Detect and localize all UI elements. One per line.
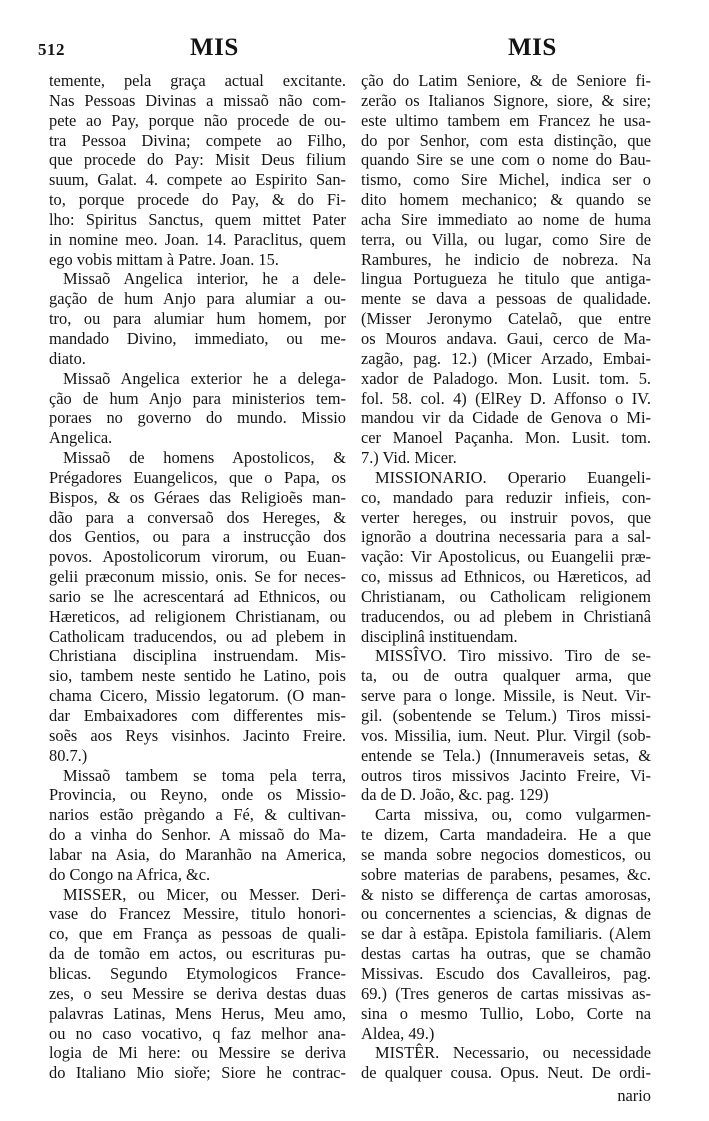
text-line: te dizem, Carta mandadeira. He a que	[361, 825, 651, 845]
text-line: soẽs aos Reys visinhos. Jacinto Freire.	[49, 725, 346, 745]
text-line: Missaõ Angelica interior, he a dele-	[63, 269, 346, 289]
text-line: blicas. Segundo Etymologicos France-	[49, 963, 346, 983]
text-line: do a vinha do Senhor. A missaõ do Ma-	[49, 825, 346, 845]
text-line: ção de hum Anjo para ministerios tem-	[49, 388, 346, 408]
text-line: ou no caso vocativo, q faz melhor ana-	[49, 1023, 346, 1043]
text-line: zagão, pag. 12.) (Micer Arzado, Embai-	[361, 348, 651, 368]
text-line: co, mandado para reduzir infieis, con-	[361, 487, 651, 507]
text-line: Rambures, he indicio de nobreza. Na	[361, 249, 651, 269]
text-line: gil. (sobentende se Telum.) Tiros missi-	[361, 706, 651, 725]
text-line: logia de Mi here: ou Messire se deriva	[49, 1043, 346, 1063]
text-line: labar na Asia, do Maranhão na America,	[49, 844, 346, 864]
text-line: terra, ou Villa, ou lugar, como Sire de	[361, 229, 651, 249]
page-number: 512	[38, 40, 65, 59]
text-line: sio, tambem neste sentido he Latino, pois	[49, 666, 346, 686]
text-line: & nisto se differença de cartas amorosas,	[361, 884, 651, 904]
text-line: Provincia, ou Reyno, onde os Missio-	[49, 785, 346, 805]
text-line: sobre materias de parabens, pesames, &c.	[361, 864, 651, 884]
text-line: se manda sobre negocios domesticos, ou	[361, 844, 651, 864]
text-line: co, missus ad Ethnicos, ou Hæreticos, ad	[361, 567, 651, 587]
text-line: de qualquer cousa. Opus. Neut. De ordi-	[361, 1063, 651, 1083]
text-line: MISTÊR. Necessario, ou necessidade	[375, 1043, 651, 1063]
text-line: Christianam, ou Catholicam religionem	[361, 586, 651, 606]
text-line: Bispos, & os Géraes das Religioẽs man-	[49, 487, 346, 507]
text-line: (Misser Jeronymo Catelaõ, que entre	[361, 309, 651, 329]
text-line: Carta missiva, ou, como vulgarmen-	[375, 805, 651, 825]
text-line: gelii præconum missio, onis. Se for neces-	[49, 567, 346, 587]
text-line: vase do Francez Messire, titulo honori-	[49, 904, 346, 924]
text-line: zerão os Italianos Signore, siore, & sire;	[361, 90, 651, 110]
text-line: gação de hum Anjo para alumiar a ou-	[49, 289, 346, 309]
text-line: ção do Latim Seniore, & de Seniore fi-	[361, 71, 651, 90]
text-line: lho: Spiritus Sanctus, quem mittet Pater	[49, 209, 346, 229]
text-line: cer Manoel Paçanha. Mon. Lusit. tom.	[361, 428, 651, 448]
text-line: palavras Latinas, Mens Herus, Meu amo,	[49, 1003, 346, 1023]
text-line: dos Gentios, ou para a instrucção dos	[49, 527, 346, 547]
text-line: disciplinâ instituendam.	[361, 626, 518, 646]
text-line: Aldea, 49.)	[361, 1023, 435, 1043]
text-line: zes, o seu Messire se deriva destas duas	[49, 983, 346, 1003]
text-line: chama Cicero, Missio legatorum. (O man-	[49, 686, 346, 706]
text-line: MISSÎVO. Tiro missivo. Tiro de se-	[375, 646, 651, 666]
text-line: MISSIONARIO. Operario Euangeli-	[375, 467, 651, 487]
text-line: vação: Vir Apostolicus, ou Euangelii præ-	[361, 547, 651, 567]
text-line: pete ao Pay, porque não procede de ou-	[49, 110, 346, 130]
text-line: entende se Tela.) (Innumeraveis setas, &	[361, 745, 651, 765]
text-line: Missaõ Angelica exterior he a delega-	[63, 368, 346, 388]
text-line: lingua Portugueza he titulo que antiga-	[361, 269, 651, 289]
text-line: mandou vir da Cidade de Genova o Mi-	[361, 408, 651, 428]
text-line: acha Sire immediato ao nome de huma	[361, 209, 651, 229]
text-line: ou concernentes a sciencias, & dignas de	[361, 904, 651, 924]
text-line: Catholicam traducendos, ou ad plebem in	[49, 626, 346, 646]
text-line: MISSER, ou Micer, ou Messer. Deri-	[63, 884, 346, 904]
text-line: que procede do Pay: Misit Deus filium	[49, 150, 346, 170]
text-line: se dar à estãpa. Epistola familiaris. (Alem	[361, 924, 651, 944]
right-text-column	[361, 71, 651, 1083]
text-line: Missivas. Escudo dos Cavalleiros, pag.	[361, 963, 651, 983]
running-head-right: MIS	[508, 34, 557, 61]
text-line: povos. Apostolicorum virorum, ou Euan-	[49, 547, 346, 567]
text-line: do Italiano Mio sioře; Siore he contrac-	[49, 1063, 346, 1083]
text-line: Missaõ tambem se toma pela terra,	[63, 765, 346, 785]
text-line: fol. 58. col. 4) (ElRey D. Affonso o IV.	[361, 388, 651, 408]
text-line: diato.	[49, 348, 86, 368]
text-line: este ultimo tambem em Francez he usa-	[361, 110, 651, 130]
left-text-column	[49, 71, 346, 1083]
text-line: 69.) (Tres generos de cartas missivas as-	[361, 983, 651, 1003]
text-line: outros tiros missivos Jacinto Freire, Vi-	[361, 765, 651, 785]
text-line: verter hereges, ou instruir povos, que	[361, 507, 651, 527]
text-line: suum, Galat. 4. compete ao Espirito San-	[49, 170, 346, 190]
text-line: tra Pessoa Divina; compete ao Filho,	[49, 130, 346, 150]
text-line: tismo, como Sire Michel, indica ser o	[361, 170, 651, 190]
text-line: traducendos, ou ad plebem in Christianâ	[361, 606, 651, 626]
text-line: do Congo na Africa, &c.	[49, 864, 211, 884]
text-line: Angelica.	[49, 428, 113, 448]
text-line: temente, pela graça actual excitante.	[49, 71, 346, 90]
text-line: narios estão prègando a Fé, & cultivan-	[49, 805, 346, 825]
text-line: quando Sire se une com o nome do Bau-	[361, 150, 651, 170]
text-line: poraes no governo do mundo. Missio	[49, 408, 346, 428]
text-line: do por Senhor, com esta distinção, que	[361, 130, 651, 150]
text-line: os Mouros andava. Gaui, cerco de Ma-	[361, 328, 651, 348]
text-line: dão para a conversaõ dos Hereges, &	[49, 507, 346, 527]
text-line: Christiana disciplina instruendam. Mis-	[49, 646, 346, 666]
text-line: Nas Pessoas Divinas a missaõ não com-	[49, 90, 346, 110]
text-line: dito homem mechanico; & quando se	[361, 190, 651, 210]
text-line: Prégadores Euangelicos, que o Papa, os	[49, 467, 346, 487]
text-line: ignorão a doutrina necessaria para a sal-	[361, 527, 651, 547]
text-line: to, porque procede do Pay, & do Fi-	[49, 190, 346, 210]
text-line: 80.7.)	[49, 745, 88, 765]
text-line: sario se lhe acrescentará ad Ethnicos, ou	[49, 586, 346, 606]
text-line: tro, ou para alumiar hum homem, por	[49, 309, 346, 329]
text-line: destas cartas ha outras, que se chamão	[361, 944, 651, 964]
text-line: Hæreticos, ad religionem Christianam, ou	[49, 606, 346, 626]
text-line: ego vobis mittam à Patre. Joan. 15.	[49, 249, 279, 269]
text-line: dar Embaixadores com differentes mis-	[49, 706, 346, 725]
text-line: ta, ou de outra qualquer arma, que	[361, 666, 651, 686]
text-line: vos. Missilia, ium. Neut. Plur. Virgil (sob-	[361, 725, 651, 745]
text-line: Missaõ de homens Apostolicos, &	[63, 448, 346, 468]
text-line: co, que em França as pessoas de quali-	[49, 924, 346, 944]
text-line: mente se dava a pessoas de qualidade.	[361, 289, 651, 309]
text-line: in nomine meo. Joan. 14. Paraclitus, quem	[49, 229, 346, 249]
text-line: mandado Divino, immediato, ou me-	[49, 328, 346, 348]
text-line: sina o mesmo Tullio, Lobo, Corte na	[361, 1003, 651, 1023]
text-line: xador de Paladogo. Mon. Lusit. tom. 5.	[361, 368, 651, 388]
text-line: serve para o longe. Missile, is Neut. Vir-	[361, 686, 651, 706]
text-line: 7.) Vid. Micer.	[361, 448, 457, 468]
text-line: da de D. João, &c. pag. 129)	[361, 785, 549, 805]
text-line: da de tomão em actos, ou escrituras pu-	[49, 944, 346, 964]
catchword: nario	[617, 1086, 651, 1105]
running-head-left: MIS	[190, 34, 239, 61]
